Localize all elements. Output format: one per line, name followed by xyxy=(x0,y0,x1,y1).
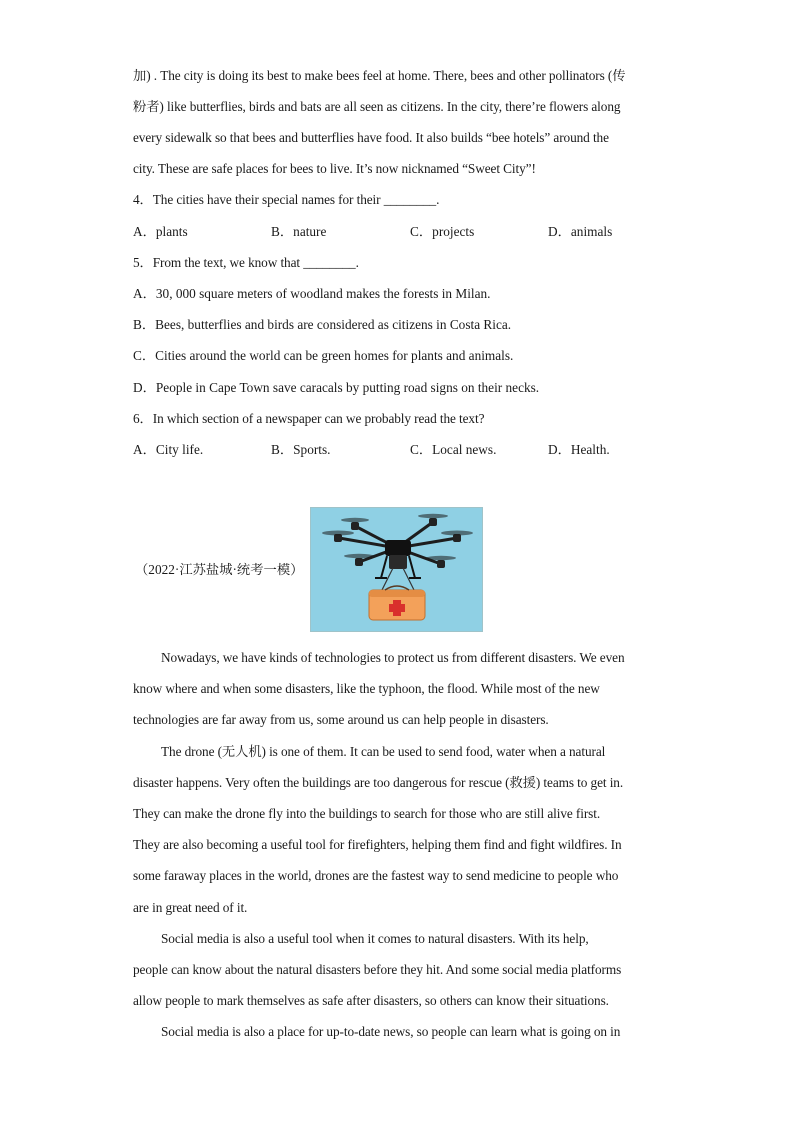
drone-illustration xyxy=(311,508,483,632)
q5-option-d: D．People in Cape Town save caracals by putting road signs on their necks. xyxy=(133,380,540,395)
passage-b-line: Social media is also a useful tool when it comes to natural disasters. With its help, xyxy=(161,931,589,946)
passage-line: 粉者) like butterflies, birds and bats are all seen as citizens. In the city, there’re flowers along xyxy=(133,99,621,114)
question-6-stem: 6．In which section of a newspaper can we probably read the text? xyxy=(133,411,485,426)
q4-option-d: D．animals xyxy=(548,224,613,239)
red-cross-horizontal xyxy=(389,604,405,612)
q5-option-b: B．Bees, butterflies and birds are considered as citizens in Costa Rica. xyxy=(133,317,512,332)
passage-b-line: people can know about the natural disasters before they hit. And some social media platforms xyxy=(133,962,622,977)
passage-b-line: Social media is also a place for up-to-date news, so people can learn what is going on in xyxy=(161,1024,621,1039)
drone-gimbal xyxy=(389,555,407,569)
passage-b-line: They are also becoming a useful tool for firefighters, helping them find and fight wildfires. In xyxy=(133,837,622,852)
passage-b-line: technologies are far away from us, some around us can help people in disasters. xyxy=(133,712,549,727)
passage-b-line: Nowadays, we have kinds of technologies to protect us from different disasters. We even xyxy=(161,650,625,665)
q6-option-c: C．Local news. xyxy=(410,442,497,457)
passage-line: city. These are safe places for bees to live. It’s now nicknamed “Sweet City”! xyxy=(133,161,536,176)
passage-b-line: some faraway places in the world, drones are the fastest way to send medicine to people who xyxy=(133,868,619,883)
q5-option-a: A．30, 000 square meters of woodland makes the forests in Milan. xyxy=(133,286,491,301)
q4-option-b: B．nature xyxy=(271,224,327,239)
q4-option-c: C．projects xyxy=(410,224,475,239)
drone-image xyxy=(310,507,483,632)
passage-b-line: disaster happens. Very often the buildings are too dangerous for rescue (救援) teams to get in. xyxy=(133,775,624,790)
q6-option-b: B．Sports. xyxy=(271,442,331,457)
passage-b-line: They can make the drone fly into the buildings to search for those who are still alive first. xyxy=(133,806,601,821)
question-5-stem: 5．From the text, we know that ________. xyxy=(133,255,359,270)
first-aid-bag xyxy=(369,586,425,620)
passage-b-line: allow people to mark themselves as safe after disasters, so others can know their situations. xyxy=(133,993,609,1008)
q5-option-c: C．Cities around the world can be green homes for plants and animals. xyxy=(133,348,514,363)
source-label: （2022·江苏盐城·统考一模） xyxy=(135,562,304,577)
passage-b-line: are in great need of it. xyxy=(133,900,248,915)
passage-line: 加) . The city is doing its best to make bees feel at home. There, bees and other pollinators (传 xyxy=(133,68,626,83)
q6-option-d: D．Health. xyxy=(548,442,610,457)
q4-option-a: A．plants xyxy=(133,224,188,239)
passage-line: every sidewalk so that bees and butterflies have food. It also builds “bee hotels” around the xyxy=(133,130,609,145)
passage-b-line: know where and when some disasters, like the typhoon, the flood. While most of the new xyxy=(133,681,600,696)
drone-body xyxy=(385,540,411,556)
passage-b-line: The drone (无人机) is one of them. It can be used to send food, water when a natural xyxy=(161,744,606,759)
q6-option-a: A．City life. xyxy=(133,442,204,457)
question-4-stem: 4．The cities have their special names for their ________. xyxy=(133,192,440,207)
